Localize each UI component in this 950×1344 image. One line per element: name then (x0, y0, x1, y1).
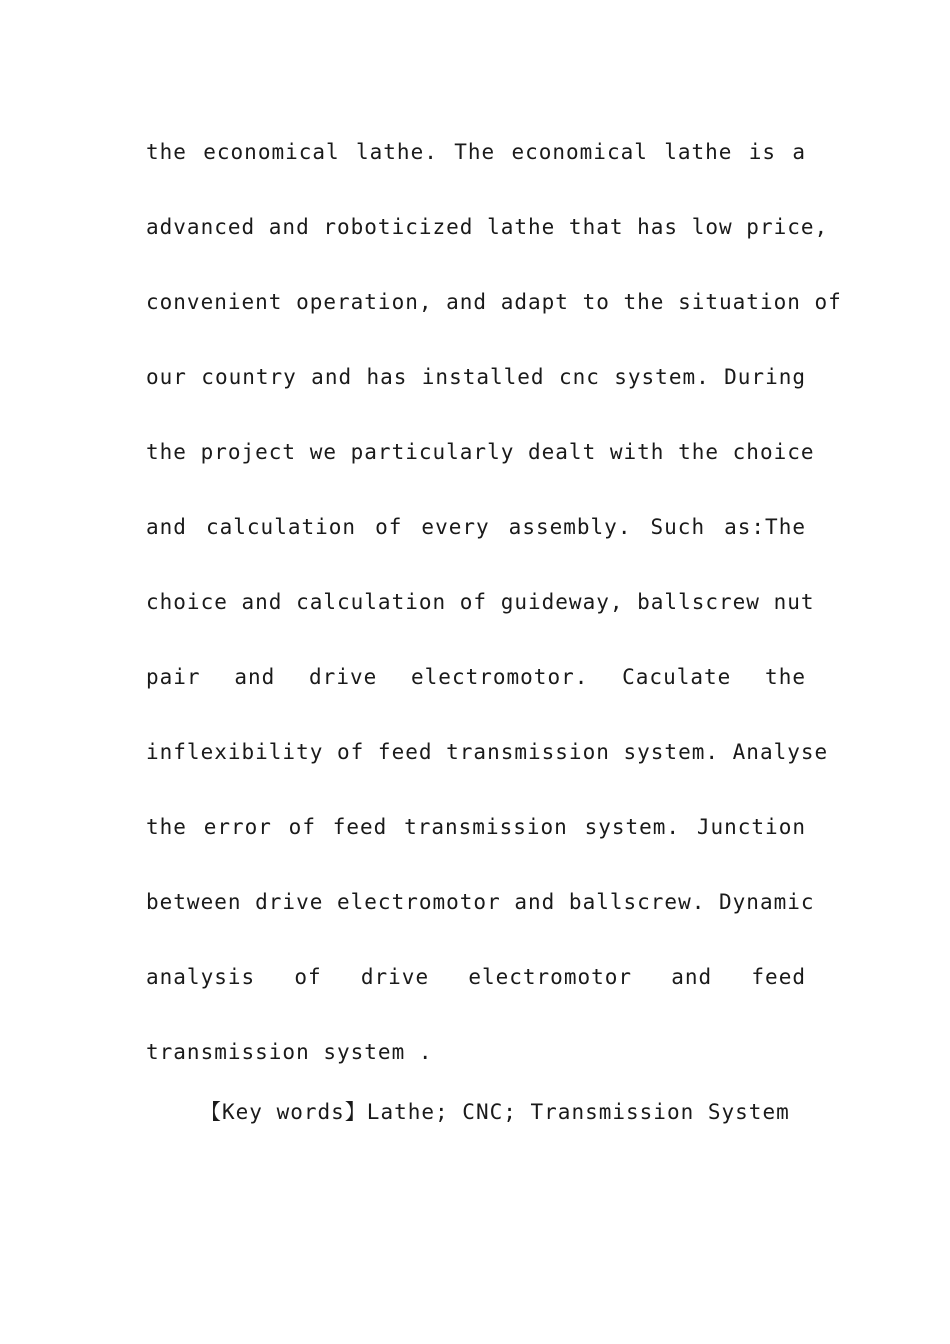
paragraph-line: and calculation of every assembly. Such as:The (146, 515, 806, 539)
paragraph-line: convenient operation, and adapt to the situation of (146, 290, 842, 314)
paragraph-line: analysis of drive electromotor and feed (146, 965, 806, 989)
paragraph-line: the economical lathe. The economical lathe is a (146, 140, 806, 164)
paragraph-line: pair and drive electromotor. Caculate the (146, 665, 806, 689)
keywords-line (200, 1088, 790, 1136)
paragraph-line: advanced and roboticized lathe that has low price, (146, 215, 829, 239)
abstract-paragraph (146, 128, 842, 1103)
keywords-label: 【Key words】 (200, 1100, 367, 1124)
paragraph-line: choice and calculation of guideway, ballscrew nut (146, 590, 815, 614)
paragraph-line: the error of feed transmission system. Junction (146, 815, 806, 839)
paragraph-line: between drive electromotor and ballscrew. Dynamic (146, 890, 815, 914)
paragraph-line: inflexibility of feed transmission system. Analyse (146, 740, 829, 764)
paragraph-line: the project we particularly dealt with the choice (146, 440, 815, 464)
keywords-value: Lathe; CNC; Transmission System (366, 1100, 790, 1124)
paragraph-line: transmission system . (146, 1040, 433, 1064)
paragraph-line: our country and has installed cnc system. During (146, 365, 806, 389)
